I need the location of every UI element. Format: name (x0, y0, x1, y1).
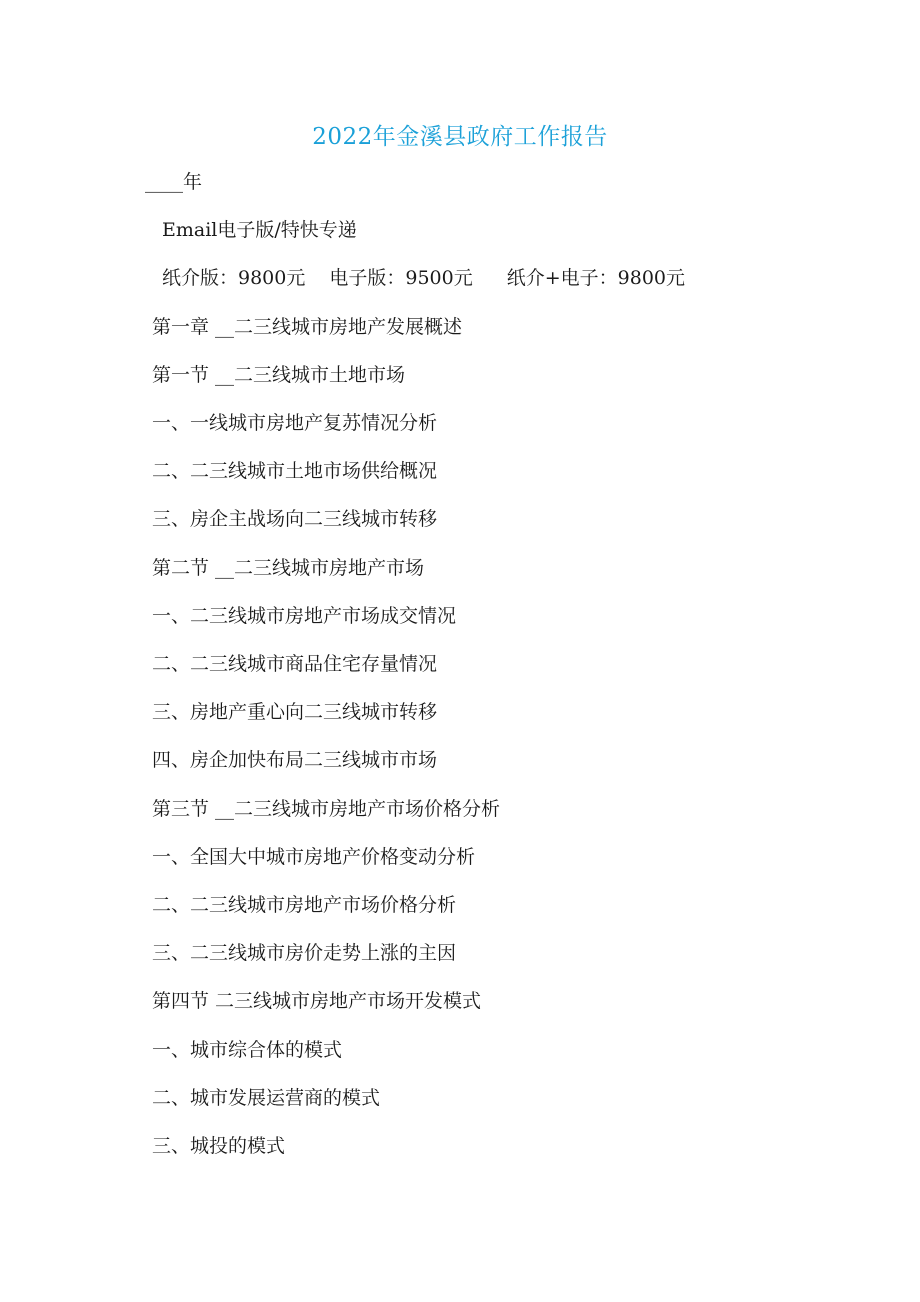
toc-section-3: 第三节 __二三线城市房地产市场价格分析 (152, 798, 501, 820)
toc-item: 三、房企主战场向二三线城市转移 (152, 508, 438, 530)
toc-item: 一、二三线城市房地产市场成交情况 (152, 605, 457, 627)
toc-item: 二、城市发展运营商的模式 (152, 1087, 381, 1109)
toc-item: 一、一线城市房地产复苏情况分析 (152, 412, 438, 434)
toc-item: 四、房企加快布局二三线城市市场 (152, 749, 438, 771)
price-combo: 纸介+电子：9800元 (506, 267, 685, 289)
year-line: ____年 (145, 171, 203, 193)
delivery-line: Email电子版/特快专递 (162, 219, 357, 241)
toc-section-4: 第四节 二三线城市房地产市场开发模式 (152, 990, 482, 1012)
toc-item: 三、房地产重心向二三线城市转移 (152, 701, 438, 723)
price-line (162, 265, 685, 291)
toc-item: 一、城市综合体的模式 (152, 1039, 343, 1061)
price-paper: 纸介版：9800元 (162, 267, 306, 289)
toc-item: 三、二三线城市房价走势上涨的主因 (152, 942, 457, 964)
toc-item: 二、二三线城市土地市场供给概况 (152, 460, 438, 482)
toc-item: 二、二三线城市商品住宅存量情况 (152, 653, 438, 675)
toc-item: 二、二三线城市房地产市场价格分析 (152, 894, 457, 916)
toc-section-2: 第二节 __二三线城市房地产市场 (152, 557, 425, 579)
toc-item: 三、城投的模式 (152, 1135, 286, 1157)
toc-item: 一、全国大中城市房地产价格变动分析 (152, 846, 476, 868)
toc-section-1: 第一节 __二三线城市土地市场 (152, 364, 406, 386)
document-title: 2022年金溪县政府工作报告 (312, 124, 608, 150)
toc-chapter-1: 第一章 __二三线城市房地产发展概述 (152, 316, 463, 338)
price-electronic: 电子版：9500元 (329, 267, 473, 289)
